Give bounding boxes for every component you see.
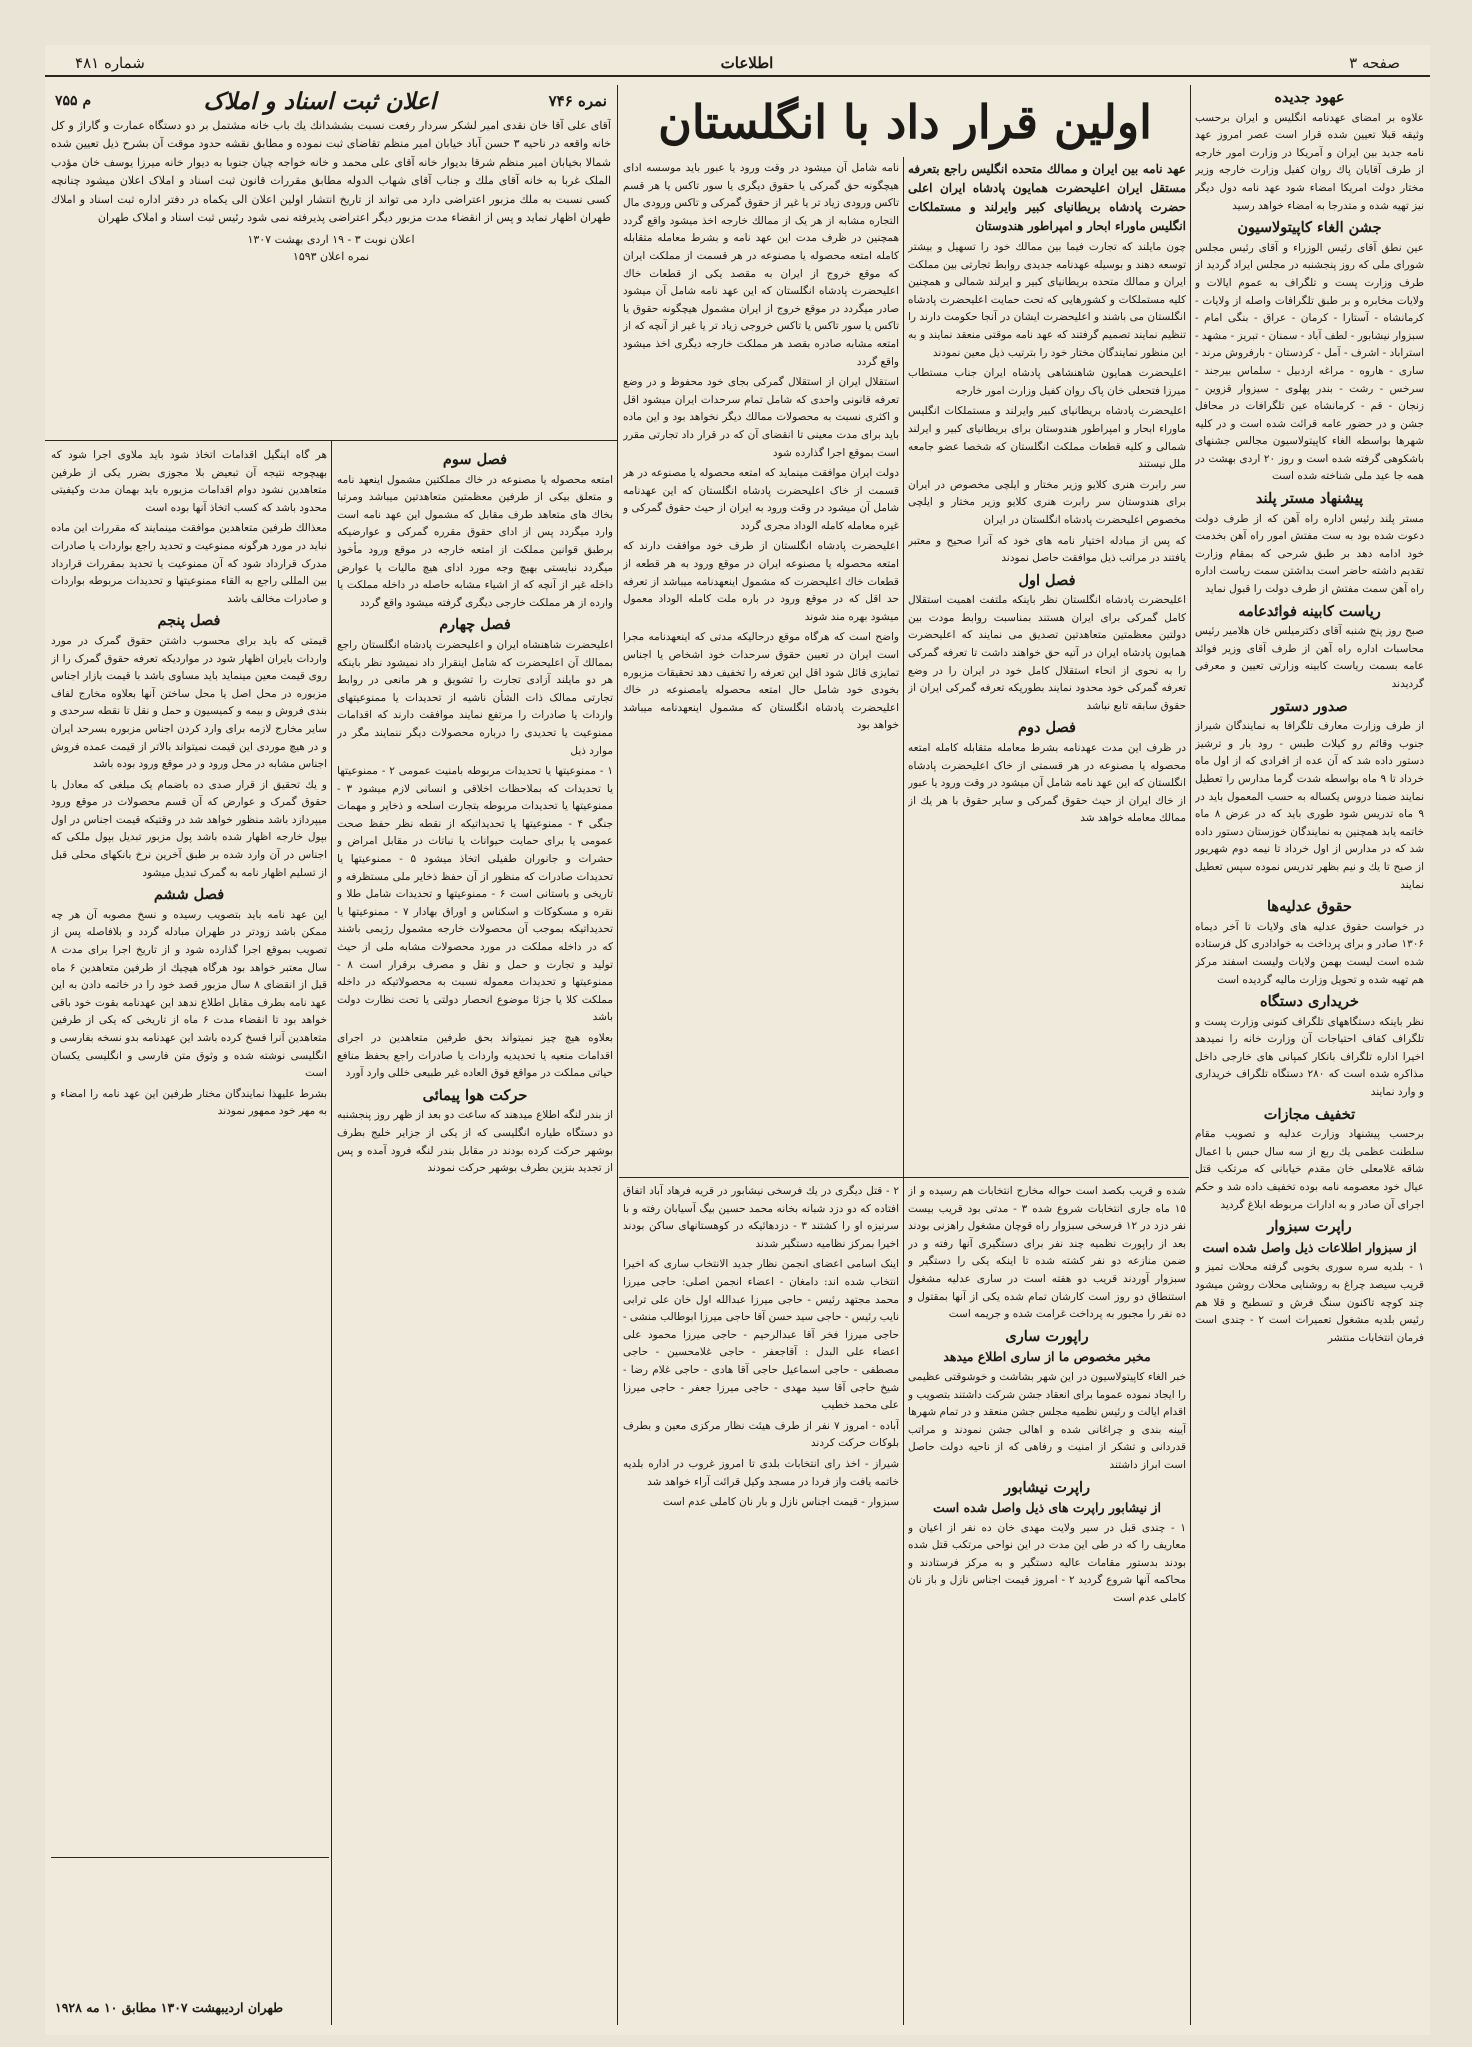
reports-column-1 bbox=[908, 1183, 1186, 2025]
treaty-paragraph: استقلال ایران از استقلال گمرکی بجای خود محفوظ و در وضع تعرفه قانونی واحدی که شامل تمام سرحدات ایران میشود اقل و اکثری نسبت به محصولات ممالك دیگر نخواهد بود و این ماده باید برای مدت معینی تا انقضای آن که در قرار داد تجارتی مقرر است بموقع اجرا گذارده شود bbox=[623, 376, 899, 459]
section-title: صدور دستور bbox=[1271, 697, 1348, 715]
report-title: راپرت نیشابور bbox=[1003, 1478, 1091, 1496]
column-rule bbox=[1190, 85, 1191, 2025]
section-text: مستر پلند رئیس اداره راه آهن که از طرف دولت دعوت شده بود به ست مفتش امور راه آهن بخدمت خود ادامه دهد بر طبق شرحی که بمقام وزارت تقدیم داشته حاضر است بداشتن سمت ریاست اداره راه آهن سمت مفتش از طرف دولت را قبول نماید bbox=[1195, 512, 1424, 596]
section-subtitle: از سبزوار اطلاعات ذیل واصل شده است bbox=[1202, 1239, 1417, 1255]
treaty-paragraph: نامه شامل آن میشود در وقت ورود یا عبور باید موسسه ادای هیچگونه حق گمرکی یا حقوق دیگری یا سور تاکس یا هر قسم تاکس ورودی زیاد تر یا غیر از حقوق گمرکی و تاکس ورودی مال التجاره مشابه از هر یک از ممالك خارجه اخذ میشود واقع گردد همچنین در ظرف مدت این عهد نامه و بشرط معامله متقابله کامله امتعه محصوله یا مصنوعه در هر قسمت از مملکت ایران که موقع خروج از ایران به مقصد یکی از قطعات خاك اعلیحضرت پادشاه انگلستان که این عهد نامه شامل آن میشود صادر میگردد در موقع خروج از ایران مشمول هیچگونه حقوق یا تاکس یا سور تاکس یا تاکس خروجی زیاد تر یا غیر از آنچه که از امتعه مشابه صادره بقصد هر مملکت خارجه دیگری اخذ میشود واقع گردد bbox=[623, 162, 899, 368]
members-list: اینک اسامی اعضای انجمن نظار جدید الانتخاب ساری که اخیرا انتخاب شده اند: دامغان - اعضاء انجمن اصلی: حاجی میرزا محمد مجتهد رئیس - حاجی میرزا عبدالله اول خان علی ترابی نایب رئیس - حاجی سید حسن آقا حاجی میرزا ابوطالب منشی - حاجی میرزا فخر آقا عبدالرحیم - حاجی میرزا محمود علی اعضاء علی البدل : آقاجعفر - حاجی غلامحسین - حاجی مصطفی - حاجی اسماعیل حاجی آقا هادی - حاجی غلام رضا - شیخ حاجی آقا سید مهدی - حاجی میرزا جعفر - حاجی میرزا علی محمد خطیب bbox=[623, 1258, 899, 1412]
treaty-paragraph: واضح است که هرگاه موقع درحالیکه مدتی که اینعهدنامه مجرا است ایران در تعیین حقوق سرحدات خود اشخاص یا اجناس تمایزی قائل شود اقل این تعرفه را تخفیف دهد تحقیقات مزبوره بخودی خود شامل حال امتعه محصوله یامصنوعه در خاك اعلیحضرت پادشاه انگلستان که مشمول اینعهدنامه میباشد خواهد بود bbox=[623, 631, 899, 732]
report-title: راپورت ساری bbox=[1005, 1327, 1089, 1345]
article-title: فصل دوم bbox=[1018, 719, 1076, 737]
section-title: راپرت سبزوار bbox=[1267, 1218, 1352, 1236]
article-text: امتعه محصوله یا مصنوعه در خاك مملکتین مشمول اینعهد نامه و متعلق بیکی از طرفین معظمتین متعاهدتین میباشد ومرتبا بخاك های متعاهد طرف مقابل که مشمول این عهد نامه است وارد میگردد پس از ادای حقوق مقرره گمرکی و عوارضیکه برطبق قوانین مملکت از امتعه خارجه در موقع ورود مأخوذ میگردد نبایستی بهیچ وجه مورد ادای هیچ مالیات یا عوارض داخله غیر از آنچه که از اشیاء مشابه حاصله در داخله مملکت یا وارده از هر مملکت خارجی دیگری گرفته میشود واقع گردد bbox=[337, 473, 613, 609]
right-column bbox=[1195, 85, 1424, 2025]
treaty-intro-bold: عهد نامه بین ایران و ممالك متحده انگلیس راجع بتعرفه مستقل ایران اعلیحضرت همایون پادشاه ایران اعلی حضرت پادشاه بریطانیای کبیر وایرلند و مستملکات انگلیس ماوراء ابحار و امپراطور هندوستان bbox=[908, 162, 1186, 233]
treaty-column-2 bbox=[623, 160, 899, 1157]
news-title: حرکت هوا پیمائی bbox=[422, 1086, 528, 1104]
column-rule bbox=[617, 85, 618, 2025]
treaty-paragraph: اعلیحضرت پادشاه انگلستان از طرف خود موافقت دارند که امتعه محصوله یا مصنوعه ایران در موقع ورود به هر قطعه از قطعات خاك اعلیحضرت که مشمول اینعهدنامه میباشد از تعرفه حد اقل که در موقع ورود در باره ملت کامله الوداد معمول میشود بهره مند شوند bbox=[623, 540, 899, 623]
section-text: علاوه بر امضای عهدنامه انگلیس و ایران برحسب وثیقه قبلا تعیین شده قرار است عصر امروز عهد نامه جدید بین ایران و آمریکا در وزارت امور خارجه از طرف آقایان پاك روان کفیل وزارت خارجه وزیر مختار دولت امریکا امضاء شود عهد نامه دول دیگر نیز تهیه شده و متدرجا به امضاء خواهد رسید bbox=[1195, 111, 1424, 212]
section-text: از طرف وزارت معارف تلگرافا به نمایندگان شیراز جنوب وقائم رو کیلات طبس - رود بار و ترشیز دستور داده شد که آن عده از افرادی که از اول ماه خرداد تا ۹ ماه بواسطه شدت گرما مدارس را تعطیل نمایند ضمنا دروس یکساله به حسب المعمول باید در ۹ ماه تدریس شود طوری باید که در عرض ۸ ماه خاتمه یابد همچنین به نمایندگان خوزستان دستور داده شد که در مدارس از اول خرداد تا نیمه دوم شهریور از صبح تا یك و نیم بظهر تدریس نموده سپس تعطیل نمایند bbox=[1195, 720, 1424, 891]
section-title: ریاست کابینه فوائدعامه bbox=[1238, 602, 1381, 620]
section-text: عین نطق آقای رئیس الوزراء و آقای رئیس مجلس شورای ملی که روز پنجشنبه در مجلس ایراد گردید از طرف وزارت پست و تلگراف به عموم ایالات و ولایات مخابره و بر طبق تلگرافات واصله از ولایات - کرمانشاه - آستارا - کرمان - عراق - بنگی امام - سبزوار نیشابور - لطف آباد - سمنان - تبریز - مشهد - استراباد - اشرف - آمل - کردستان - بارفروش مرند - ساری - هاروه - مراغه اردبیل - سلماس بیرجند - سرخس - رشت - بندر پهلوی - سیزوار قزوین - زنجان - قم - کرمانشاه عین تلگرافات در محافل جشن و در حضور عامه قرائت شده است و در کلیه شهرها بواسطه الغاء کاپیتولاسیون مجالس جشنهای باشکوهی گرفته شده است و روز ۲۰ اردی بهشت در همه جا عید ملی شناخته شده است bbox=[1195, 241, 1424, 483]
reports-column-2 bbox=[623, 1183, 899, 2025]
article-text: اعلیحضرت پادشاه انگلستان نظر باینکه ملتفت اهمیت استقلال کامل گمرکی برای ایران هستند بمناسبت روابط مودت بین دولتین معظمتین متعاهدتین تصدیق می نمایند که اعلیحضرت همایون پادشاه ایران در آتیه حق خواهند داشت تا تعرفه گمرکی را به نحوی از انحاء استقلال کامل خود در ایران را در وضع تعرفه گمرکی خود محدود نمایند بطوریکه تعرفه گمرکی ایران از حقوق سابقه تابع نباشد bbox=[908, 594, 1186, 712]
treaty-date-footer: طهران اردیبهشت ۱۳۰۷ مطابق ۱۰ مه ۱۹۲۸ bbox=[55, 2000, 284, 2015]
article-text: قیمتی که باید برای محسوب داشتن حقوق گمرک در مورد واردات بایران اظهار شود در مواردیکه تعرفه حقوق گمرک را از روی قیمت معین مینماید باید مساوی باشد با قیمت بازار اجناس مزبوره در محل اصل یا محل ساختن آنها بعلاوه مخارج لفاف بندی فروش و بیمه و کمیسیون و حمل و نقل تا نقطه سرحدی و سایر مخارج لازمه برای وارد کردن اجناس مزبوره بسرحد ایران و در هیچ موردی این قیمت نمیتواند بالاتر از قیمت عمده فروش اجناس مشابه در محل ورود و در موقع ورود بوده باشد bbox=[51, 634, 327, 771]
registry-logo: اعلان ثبت اسناد و املاک bbox=[203, 88, 437, 115]
article-text: و یك تحقیق از قرار صدی ده باضمام یک مبلغی که معادل با حقوق گمرک و عوارض که آن قسم محصولات در موقع ورود میپردازد باشد منظور خواهد شد در وقتیکه قیمت اجناس در اول بپول خارجه اظهار شده باشد پول مزبور تبدیل بپول ملکی که اجناس در آن وارد شده بر طبق آخرین نرخ بانکهای محلی قبل از تسلیم اظهار نامه به گمرک تبدیل میشود bbox=[51, 778, 327, 879]
section-rule bbox=[45, 440, 617, 441]
report-subtitle: مخبر مخصوص ما از ساری اطلاع میدهد bbox=[943, 1349, 1151, 1365]
article-title: فصل چهارم bbox=[439, 616, 511, 634]
article-text: معذالك طرفین متعاهدین موافقت مینمایند که مقررات این ماده نباید در مورد هرگونه ممنوعیت و تحدید راجع بواردات یا صادرات مدرک قرارداد شود که آن ممنوعیت یا تحدید بمقررات قرارداد بین المللی راجع به القاء ممنوعیتها و تحدیدات مربوطه بواردات و صادرات مخالف باشد bbox=[51, 522, 327, 605]
column-rule bbox=[331, 440, 332, 2025]
article-text: در ظرف این مدت عهدنامه بشرط معامله متقابله کامله امتعه محصوله یا مصنوعه در هر قسمتی از خاک اعلیحضرت پادشاه انگلستان که این عهد نامه شامل آن میشود در وقت ورود یا عبور از خاك ایران از حیث حقوق گمرکی و سایر حقوق با هر یك از ممالك معامله خواهد شد bbox=[908, 742, 1186, 825]
treaty-paragraph: دولت ایران موافقت مینماید که امتعه محصوله یا مصنوعه در هر قسمت از خاک اعلیحضرت پادشاه انگلستان که این عهدنامه شامل آن میشود در وقت ورود به ایران از حیث حقوق گمرکی و غیره معامله کامله الوداد مجری گردد bbox=[623, 467, 899, 532]
section-text: برحسب پیشنهاد وزارت عدلیه و تصویب مقام سلطنت عظمی یك ربع از سه سال حبس با اعمال شاقه غلامعلی خان مقدم خیابانی که مرتکب قتل عیال خود معصومه نامه بوده تخفیف داده شد و حکم اجرای آن صادر و به ادارات مربوطه ابلاغ گردید bbox=[1195, 1128, 1424, 1211]
notice-code: م ۷۵۵ bbox=[55, 93, 92, 109]
article-text: بعلاوه هیچ چیز نمیتواند بحق طرفین متعاهدین در اجرای اقدامات منعیه یا تحدیدیه واردات یا صادرات راجع بحفظ منافع حیاتی مملکت در مواقع فوق العاده غیر طبیعی خللی وارد آورد bbox=[337, 1032, 613, 1080]
news-text: از بندر لنگه اطلاع میدهند که ساعت دو بعد از ظهر روز پنجشنبه دو دستگاه طیاره انگلیسی که از یکی از جزایر خلیج بطرف بوشهر حرکت کرده بودند در مقابل بندر لنگه فرود آمده و پس از تجدید بنزین بطرف بوشهر حرکت نمودند bbox=[337, 1109, 613, 1175]
section-title: حقوق عدلیه‌ها bbox=[1267, 898, 1352, 916]
article-text: هر گاه اینگیل اقدامات اتخاذ شود باید ملاوی اجرا شود که بهیچوجه نتیجه آن تبعیض بلا مجوزی بضرر یکی از طرفین متعاهدین نشود دوام اقدامات مزبوره باید بهمان مدت وکیفیتی محدود باشد که کسب اتخاذ آنها بوده است bbox=[51, 449, 327, 514]
article-text: این عهد نامه باید بتصویب رسیده و نسخ مصوبه آن هر چه ممکن باشد زودتر در طهران مبادله گردد و بلافاصله پس از تصویب بموقع اجرا گذارده شود و از تاریخ اجرا برای مدت ۸ سال معتبر خواهد بود هرگاه هیچیك از طرفین متعاهدین ۶ ماه قبل از انقضای ۸ سال مزبور قصد خود را در خاتمه دادن به این عهد نامه بطرف مقابل اطلاع ندهد این عهدنامه بقوت خود باقی خواهد بود تا انقضاء مدت ۶ ماه از تاریخی که یکی از طرفین متعاهدین آنرا فسخ کرده باشد این عهدنامه بدو نسخه بفارسی و انگلیسی نوشته شده و وثوق متن فارسی و انگلیسی یکسان است bbox=[51, 908, 327, 1080]
section-text: در خواست حقوق عدلیه های ولایات تا آخر دیماه ۱۳۰۶ صادر و برای پرداخت به خوادادری کل فرستاده شده است لیست بهمن ولایات ولیست اسفند مرکز هم تهیه شده و تحویل وزارت مالیه گردیده است bbox=[1195, 920, 1424, 986]
newspaper-page bbox=[45, 45, 1430, 2035]
section-title: جشن الغاء کاپیتولاسیون bbox=[1237, 219, 1382, 237]
notice-number: نمره ۷۴۶ bbox=[548, 92, 607, 110]
column-rule bbox=[903, 157, 904, 2025]
treaty-paragraph: اعلیحضرت همایون شاهنشاهی پادشاه ایران جناب مستطاب میرزا فتحعلی خان پاک روان کفیل وزارت امور خارجه bbox=[908, 367, 1186, 397]
treaty-paragraph: اعلیحضرت پادشاه بریطانیای کبیر وایرلند و مستملکات انگلیس ماوراء ابحار و امپراطور هندوستان برای بریطانیای کبیر و ایرلند شمالی و کلیه قطعات مملکت انگلستان که شخصا عضو جامعه ملل نیستند bbox=[908, 405, 1186, 471]
article-title: فصل ششم bbox=[153, 886, 225, 904]
section-text: نظر باینکه دستگاههای تلگراف کنونی وزارت پست و تلگراف کفاف احتیاجات آن وزارت خانه را نمیدهد اخیرا اداره تلگراف بانکار کمپانی های خارجی داخل مذاکره شده است که ۲۸۰ دستگاه تلگراف خریداری و وارد نمایند bbox=[1195, 1015, 1424, 1099]
page-header bbox=[45, 51, 1430, 77]
section-title: خریداری دستگاه bbox=[1259, 993, 1360, 1011]
section-text: ۱ - بلدیه سره سوری بخوبی گرفته محلات تمیز و قریب سیصد چراغ به روشنایی محلات روشن میشود چند کوچه تاکنون سنگ فرش و تسطیح و قلا هم رئیس بلدیه مشغول تعمیرات است ۲ - چندی است فرمان انتخابات منتشر bbox=[1195, 1261, 1424, 1344]
report-text: سبزوار - قیمت اجناس نازل و بار نان کاملی عدم است bbox=[662, 1496, 899, 1509]
report-text: شیراز - اخذ رای انتخابات بلدی تا امروز غروب در اداره بلدیه خاتمه یافت واز فردا در مسجد وکیل قرائت آراء خواهد شد bbox=[623, 1457, 899, 1488]
registry-notice bbox=[51, 87, 611, 435]
article-title: فصل سوم bbox=[442, 451, 508, 468]
report-text: ۱ - چندی قبل در سیر ولایت مهدی خان ده نفر از اعیان و معاریف را که در طی این مدت در این نواحی مرتکب قتل شده بودند بدستور مقامات عالیه دستگیر و به مرکز فرستادند و محاکمه آنها شروع گردید ۲ - امروز قیمت اجناس نازل و باز نان کاملی عدم است bbox=[908, 1521, 1186, 1605]
section-title: تخفیف مجازات bbox=[1263, 1105, 1356, 1123]
report-text: آباده - امروز ۷ نفر از طرف هیئت نظار مرکزی معین و بطرف بلوکات حرکت کردند bbox=[623, 1419, 899, 1450]
section-title: پیشنهاد مستر پلند bbox=[1255, 490, 1364, 508]
section-title: عهود جدیده bbox=[1274, 89, 1345, 106]
notice-date: اعلان نوبت ۳ - ۱۹ اردی بهشت ۱۳۰۷ bbox=[247, 232, 415, 246]
report-text: ۲ - قتل دیگری در یك فرسخی نیشابور در قریه فرهاد آباد اتفاق افتاده که دو دزد شبانه بخانه محمد حسین بیگ آسیابان رفته و با سرنیزه او را کشتند ۳ - دزدهائیکه در کوهستانهای ساکن بودند اخیرا بمرکز نظامیه دستگیر شدند bbox=[623, 1185, 899, 1250]
article-list: ۱ - ممنوعیتها یا تحدیدات مربوطه بامنیت عمومی ۲ - ممنوعیتها یا تحدیدات که بملاحظات اخلاقی و انسانی لازم میشود ۳ - ممنوعیتها یا تحدیدات مربوطه بتجارت اسلحه و ذخایر و مهمات جنگی ۴ - ممنوعیتها یا تحدیداتیکه از نقطه نظر حفظ صحت عمومی یا برای حمایت حیوانات یا نباتات در مقابل امراض و حشرات و جانوران طفیلی اتخاذ میشود ۵ - ممنوعیتها یا تحدیدات صادرات که منظور از آن حفظ ذخایر ملی مستظرفه و تاریخی و باستانی است ۶ - ممنوعیتها و تحدیدات شامل طلا و نقره و مسکوکات و اسکناس و اوراق بهادار ۷ - ممنوعیتها یا تحدیداتیکه بموجب آن محصولات خارجه مشمول رژیمی باشند که در داخله مملکت در مورد محصولات مشابه ملی از حیث تولید و تجارت و حمل و نقل و مصرف برقرار است ۸ - ممنوعیتها و تحدیدات معموله نسبت به محصولاتیکه در داخله مملکت کلا یا جزئا موضوع انحصار دولتی یا تحت نظارت دولت باشد bbox=[337, 765, 613, 1024]
report-subtitle: از نیشابور راپرت های ذیل واصل شده است bbox=[933, 1500, 1161, 1516]
report-text: شده و قریب بکصد است حواله مخارج انتخابات هم رسیده و از ۱۵ ماه جاری انتخابات شروع شده ۳ - مدتی بود قریب بیست نفر دزد در ۱۲ فرسخی سبزوار راه قوچان مشغول راهزنی بودند بعد از راپورت نظمیه چند نفر برای دستگیری آنها رفته و در ضمن منازعه دو نفر کشته شده تا اینکه یکی را دستگیر و سبزوار آوردند قریب دو هفته است در ساری عدلیه مشغول استنطاق دو روز است کارشان تمام شده یکی از آنها بمقتول و ده نفر را مجبور به پرداخت غرامت شده و جریمه است bbox=[908, 1185, 1186, 1321]
notice-header bbox=[55, 88, 607, 115]
paper-name: اطلاعات bbox=[720, 54, 774, 72]
treaty-column-3 bbox=[337, 447, 613, 2025]
treaty-column-4 bbox=[51, 447, 327, 1975]
main-headline: اولین قرار داد با انگلستان bbox=[658, 95, 1152, 149]
article-text: اعلیحضرت شاهنشاه ایران و اعلیحضرت پادشاه انگلستان راجع بممالك آن اعلیحضرت که شامل اینقرار داد نمیشود نظر باینکه هر دو مایلند آزادی تجارت را تشویق و هر مانعی در روابط تجارتی ممالک ذات الشأن ناشیه از تحدیدات یا ممنوعیتهای واردات یا صادرات را مرتفع نمایند موافقت دارند که اقدامات ممنوعیت یا تحدیدی را درباره محصولات دیگر ننمایند مگر در موارد ذیل bbox=[337, 638, 613, 757]
treaty-intro: چون مایلند که تجارت فیما بین ممالك خود را تسهیل و بیشتر توسعه دهند و بوسیله عهدنامه جدیدی روابط تجارتی بین مملکت ایران و ممالك متحده بریطانیای کبیر و ایرلند شمالی و همچنین کلیه مستملکات و کشورهایی که تحت حمایت اعلیحضرت پادشاه انگلستان می باشند و اعلیحضرت ایشان در آنجا حکومت دارند را تنظیم نمایند تصمیم گرفتند که عهد نامه موقتی منعقد نمایند و به این منظور نمایندگان مختار خود را بترتیب ذیل معین نمودند bbox=[908, 241, 1186, 359]
article-title: فصل اول bbox=[1018, 571, 1076, 589]
section-text: صبح روز پنج شنبه آقای دکترمیلس خان هلامیر رئیس محاسبات اداره راه آهن از طرف آقای وزیر فوائد عامه بسمت ریاست کابینه وزارتی تعیین و معرفی گردیدند bbox=[1195, 625, 1424, 690]
page-number: صفحه ۳ bbox=[1349, 54, 1400, 72]
notice-text: آقای علی آقا خان نقدی امیر لشکر سردار رفعت نسبت بششدانك یك باب خانه مشتمل بر دو دستگاه عمارت و گاراژ و کل خانه واقعه در ناحیه ۳ حسن آباد خیابان امیر منظم تقاضای ثبت نموده و مطابق نقشه حدود موقت آن بشرح ذیل تعیین شده شمالا بخیابان امیر منظم شرقا بدیوار خانه آقای علی محمد و خانه خواجه چیان جنوبا به دیوار خانه میرزا یوسف خان مؤدب الملک غربا به خانه آقای ملك و جناب آقای شهاب الدوله مطابق مقررات قانون ثبت اسناد و املاک اعلان میشود چنانچه کسی نسبت به ملك مزبور اعتراضی دارد می تواند از تاریخ انتشار اولین اعلان الی یکماه در دفتر اداره ثبت اسناد و املاك طهران اظهار نماید و پس از انقضاء مدت مزبور دیگر اعتراضی پذیرفته نمی شود رئیس ثبت اسناد و املاک طهران bbox=[51, 118, 611, 225]
article-text: بشرط علیهذا نمایندگان مختار طرفین این عهد نامه را امضاء و به مهر خود ممهور نمودند bbox=[51, 1087, 327, 1118]
report-text: خبر الغاء کاپیتولاسیون در این شهر بشاشت و خوشوقتی عظیمی را ایجاد نموده عموما برای انعقاد جشن شرکت داشتند بتصویب و اقدام ایالت و رئیس نظمیه مجلس جشن منعقد و در تمام شهرها آیینه بندی و چراغانی شده و اهالی جشن نمودند و مراتب قدردانی و تشکر از امنیت و رفاهی که از ناحیه دولت حاصل است ابراز داشتند bbox=[908, 1370, 1186, 1471]
notice-ref: نمره اعلان ۱۵۹۳ bbox=[292, 250, 370, 264]
treaty-paragraph: سر رابرت هنری کلایو وزیر مختار و ایلچی مخصوص در ایران برای هندوستان سر رابرت هنری کلایو وزیر مختار و ایلچی مخصوص اعلیحضرت پادشاه انگلستان در ایران bbox=[908, 478, 1186, 526]
article-title: فصل پنجم bbox=[157, 612, 221, 630]
issue-number: شماره ۴۸۱ bbox=[75, 54, 145, 72]
treaty-paragraph: که پس از مبادله اختیار نامه های خود که آنرا صحیح و معتبر یافتند در مراتب ذیل موافقت حاصل نمودند bbox=[908, 534, 1186, 565]
